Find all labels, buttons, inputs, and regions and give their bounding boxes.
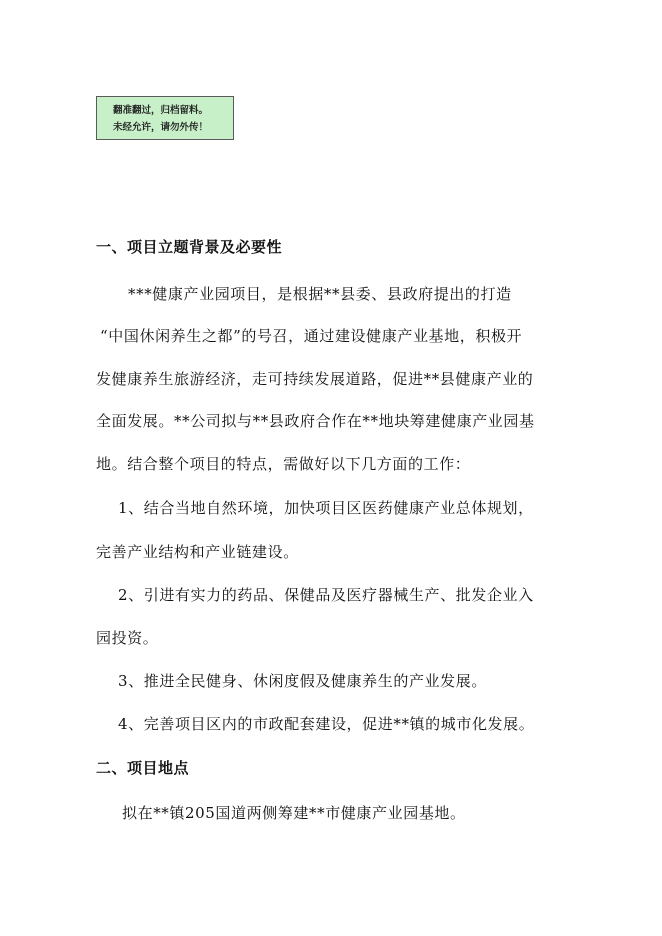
- list-item-1-line: 完善产业结构和产业链建设。: [96, 543, 299, 561]
- list-item-2-line: 园投资。: [96, 629, 159, 647]
- section-2-heading: 二、项目地点: [96, 759, 190, 777]
- list-item-2-line: 2、引进有实力的药品、保健品及医疗器械生产、批发企业入: [118, 586, 534, 604]
- confidentiality-notice-box: [96, 96, 234, 140]
- list-item-3: 3、推进全民健身、休闲度假及健康养生的产业发展。: [118, 672, 487, 690]
- notice-line-2: 未经允许，请勿外传！: [113, 122, 209, 133]
- paragraph-line: 发健康养生旅游经济，走可持续发展道路，促进**县健康产业的: [96, 370, 534, 388]
- section-2-paragraph: 拟在**镇205国道两侧筹建**市健康产业园基地。: [122, 804, 466, 822]
- notice-line-1: 翻准翻过，归档留料。: [113, 105, 209, 116]
- section-1-heading: 一、项目立题背景及必要性: [96, 238, 283, 256]
- paragraph-line: 地。结合整个项目的特点，需做好以下几方面的工作：: [96, 455, 471, 473]
- paragraph-line: ***健康产业园项目，是根据**县委、县政府提出的打造: [128, 285, 512, 303]
- list-item-1-line: 1、结合当地自然环境，加快项目区医药健康产业总体规划，: [118, 499, 534, 517]
- paragraph-line: “中国休闲养生之都”的号召，通过建设健康产业基地，积极开: [100, 327, 523, 345]
- list-item-4: 4、完善项目区内的市政配套建设，促进**镇的城市化发展。: [118, 715, 535, 733]
- paragraph-line: 全面发展。**公司拟与**县政府合作在**地块筹建健康产业园基: [96, 412, 535, 430]
